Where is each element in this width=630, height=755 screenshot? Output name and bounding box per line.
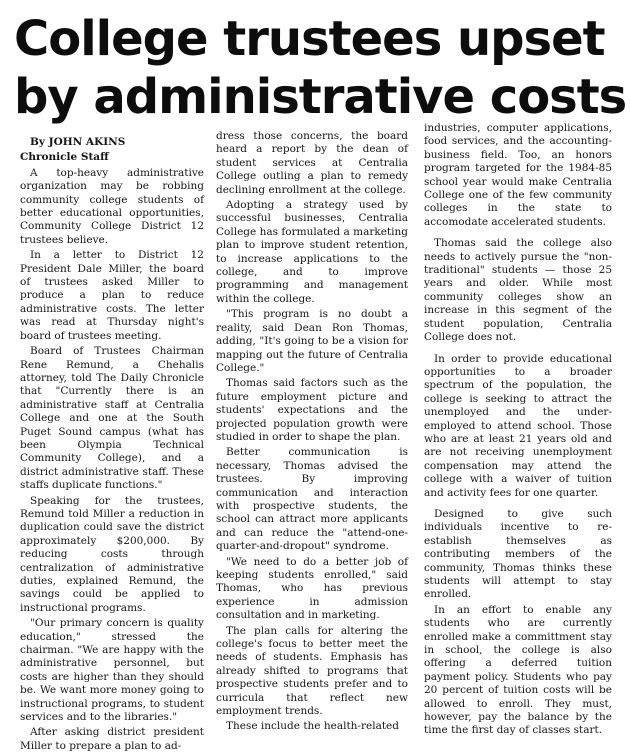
paragraph: "This program is no doubt a reality, said Dean Ron Thomas, adding, "It's going to be a vision for mapping out the future of Centralia College." [216,308,408,374]
paragraph: Board of Trustees Chairman Rene Remund, a Chehalis attorney, told The Daily Chronicle that "Currently there is an administrative staff at Centralia College and one at the South Puget Sound campus (what has been Olympia Technical Community College), and a district administrative staff. These staffs duplicate functions." [20,345,204,492]
paragraph: Speaking for the trustees, Remund told Miller a reduction in duplication could save the district approximately $200,000. By reducing costs through centralization of administrative duties, explained Remund, the savings could be applied to instructional programs. [20,494,204,614]
byline-role: Chronicle Staff [20,151,109,164]
paragraph: "Our primary concern is quality education," stressed the chairman. "We are happy with the administrative personnel, but costs are higher than they should be. We want more money going to instructional programs, to student services and to the libraries." [20,617,204,724]
paragraph: industries, computer applications, food services, and the accounting-business field. Too, an honors program targeted for the 1984-85 school year would make Centralia College one of the few community colleges in the state to accomodate accelerated students. [424,122,612,228]
paragraph: dress those concerns, the board heard a report by the dean of student services at Centralia College outling a plan to remedy declining enrollment at the college. [216,130,408,196]
paragraph: Better communication is necessary, Thomas advised the trustees. By improving communication and interaction with prospective students, the school can attract more applicants and can reduce the "attend-one-quarter-and-dropout" syndrome. [216,446,408,553]
paragraph: Thomas said factors such as the future employment picture and students' expectations and the projected population growth were studied in order to shape the plan. [216,377,408,443]
paragraph: Adopting a strategy used by successful businesses, Centralia College has formulated a marketing plan to improve student retention, to increase applications to the college, and to improve programming and management within the college. [216,199,408,305]
article-column-3 [424,122,612,740]
paragraph: The plan calls for altering the college's focus to better meet the needs of students. Emphasis has already shifted to programs that prospective students prefer and to curricula that reflect new employment trends. [216,624,408,718]
paragraph: In an effort to enable any students who are currently enrolled make a committment stay in school, the college is also offering a deferred tuition payment policy. Students who pay 20 percent of tuition costs will be allowed to enroll. They must, however, pay the balance by the time the first day of classes start. [424,603,612,737]
byline-author: By JOHN AKINS [30,136,126,148]
paragraph: Designed to give such individuals incentive to re-establish themselves as contributing members of the community, Thomas thinks these students will attempt to stay enrolled. [424,507,612,601]
headline [14,10,627,126]
paragraph: "We need to do a better job of keeping students enrolled," said Thomas, who has previous experience in admission consultation and in marketing. [216,555,408,622]
paragraph: These include the health-related [226,720,399,733]
paragraph: In order to provide educational opportunities to a broader spectrum of the population, the college is seeking to attract the unemployed and the under-employed to attend school. Those who are at least 21 years old and are not receiving unemployment compensation may attend the college with a waiver of tuition and activity fees for one quarter. [424,352,612,499]
article-column-2 [216,130,408,736]
paragraph: After asking district president Miller to prepare a plan to ad- [20,726,204,752]
article-column-1 [20,136,204,755]
headline-line-1: College trustees upset [14,11,605,67]
paragraph: In a letter to District 12 President Dale Miller, the board of trustees asked Miller to produce a plan to reduce administrative costs. The letter was read at Thursday night's board of trustees meeting. [20,249,204,342]
headline-line-2: by administrative costs [14,69,627,125]
paragraph: Thomas said the college also needs to actively pursue the "non-traditional" students — those 25 years and older. While most community colleges show an increase in this segment of the student population, Centralia College does not. [424,237,612,344]
paragraph: A top-heavy administrative organization may be robbing community college students of better educational opportunities, Community College District 12 trustees believe. [20,166,204,246]
